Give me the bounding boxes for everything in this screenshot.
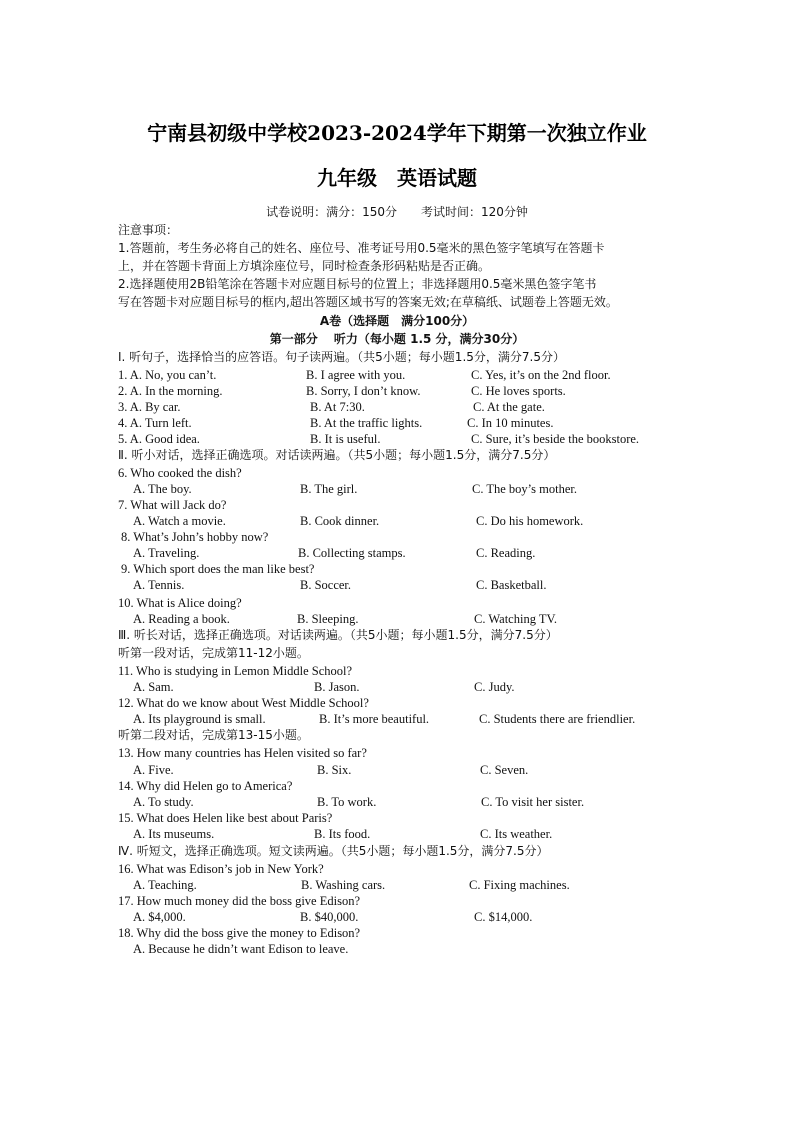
dialog-instruction: 听第一段对话，完成第11-12小题。 xyxy=(118,646,309,660)
option-c: C. The boy’s mother. xyxy=(472,482,577,496)
option-a: A. Teaching. xyxy=(133,878,197,892)
option-b: B. Sleeping. xyxy=(297,612,359,626)
option-a: A. Tennis. xyxy=(133,578,185,592)
option-b: B. At the traffic lights. xyxy=(310,416,423,430)
option-c: C. Reading. xyxy=(476,546,536,560)
option-b: B. At 7:30. xyxy=(310,400,365,414)
question-stem: 13. How many countries has Helen visited so far? xyxy=(118,746,367,760)
option-a: 4. A. Turn left. xyxy=(118,416,192,430)
option-c: C. Yes, it’s on the 2nd floor. xyxy=(471,368,611,382)
option-b: B. Jason. xyxy=(314,680,360,694)
question-stem: 8. What’s John’s hobby now? xyxy=(121,530,269,544)
option-a: A. To study. xyxy=(133,795,194,809)
option-b: B. It is useful. xyxy=(310,432,381,446)
question-stem: 17. How much money did the boss give Edison? xyxy=(118,894,360,908)
option-b: B. To work. xyxy=(317,795,377,809)
question-stem: 18. Why did the boss give the money to Edison? xyxy=(118,926,361,940)
option-a: 2. A. In the morning. xyxy=(118,384,223,398)
notice-line: 上，并在答题卡背面上方填涂座位号，同时检查条形码粘贴是否正确。 xyxy=(118,259,491,273)
option-b: B. Soccer. xyxy=(300,578,352,592)
section-heading: Ⅰ. 听句子，选择恰当的应答语。句子读两遍。（共5小题；每小题1.5分，满分7.5分） xyxy=(118,350,565,364)
option-a: A. Its playground is small. xyxy=(133,712,266,726)
option-c: C. In 10 minutes. xyxy=(467,416,554,430)
option-c: C. Do his homework. xyxy=(476,514,584,528)
option-a: A. Watch a movie. xyxy=(133,514,226,528)
question-stem: 14. Why did Helen go to America? xyxy=(118,779,293,793)
option-c: C. Basketball. xyxy=(476,578,547,592)
option-a: 5. A. Good idea. xyxy=(118,432,200,446)
notice-line: 2.选择题使用2B铅笔涂在答题卡对应题目标号的位置上；非选择题用0.5毫米黑色签字笔书 xyxy=(118,277,597,291)
question-stem: 11. Who is studying in Lemon Middle School? xyxy=(118,664,353,678)
option-c: C. He loves sports. xyxy=(471,384,566,398)
option-c: C. Its weather. xyxy=(480,827,553,841)
section-a-heading: A卷（选择题 满分100分） xyxy=(319,314,475,328)
option-a: 1. A. No, you can’t. xyxy=(118,368,217,382)
option-c: C. Seven. xyxy=(480,763,529,777)
option-c: C. Watching TV. xyxy=(474,612,558,626)
dialog-instruction: 听第二段对话，完成第13-15小题。 xyxy=(118,728,309,742)
option-c: C. Students there are friendlier. xyxy=(479,712,636,726)
option-a: A. The boy. xyxy=(133,482,192,496)
question-stem: 9. Which sport does the man like best? xyxy=(121,562,315,576)
option-b: B. Six. xyxy=(317,763,352,777)
exam-title: 宁南县初级中学校2023-2024学年下期第一次独立作业 xyxy=(147,121,647,145)
exam-info: 试卷说明：满分：150分 考试时间：120分钟 xyxy=(266,205,528,219)
section-heading: Ⅲ. 听长对话，选择正确选项。对话读两遍。（共5小题；每小题1.5分，满分7.5分） xyxy=(118,628,558,642)
option-b: B. I agree with you. xyxy=(306,368,406,382)
section-heading: Ⅱ. 听小对话，选择正确选项。对话读两遍。（共5小题；每小题1.5分，满分7.5分） xyxy=(118,448,556,462)
question-stem: 16. What was Edison’s job in New York? xyxy=(118,862,324,876)
notice-line: 写在答题卡对应题目标号的框内,超出答题区域书写的答案无效;在草稿纸、试题卷上答题无效。 xyxy=(118,295,618,309)
option-a: 3. A. By car. xyxy=(118,400,181,414)
question-stem: 12. What do we know about West Middle School? xyxy=(118,696,369,710)
option-c: C. Fixing machines. xyxy=(469,878,570,892)
section-heading: Ⅳ. 听短文，选择正确选项。短文读两遍。（共5小题；每小题1.5分，满分7.5分） xyxy=(118,844,549,858)
option-a: A. $4,000. xyxy=(133,910,186,924)
option-a: A. Sam. xyxy=(133,680,174,694)
exam-subtitle: 九年级 英语试题 xyxy=(317,166,477,190)
option-c: C. Judy. xyxy=(474,680,515,694)
question-stem: 6. Who cooked the dish? xyxy=(118,466,242,480)
question-stem: 7. What will Jack do? xyxy=(118,498,227,512)
option-b: B. Washing cars. xyxy=(301,878,386,892)
option-b: B. Cook dinner. xyxy=(300,514,380,528)
option-b: B. Collecting stamps. xyxy=(298,546,406,560)
option-c: C. To visit her sister. xyxy=(481,795,585,809)
question-stem: 15. What does Helen like best about Paris? xyxy=(118,811,333,825)
notice-line: 1.答题前，考生务必将自己的姓名、座位号、准考证号用0.5毫米的黑色签字笔填写在答题卡 xyxy=(118,241,605,255)
option-b: B. It’s more beautiful. xyxy=(319,712,430,726)
option-c: C. Sure, it’s beside the bookstore. xyxy=(471,432,640,446)
option-a: A. Traveling. xyxy=(133,546,200,560)
option-b: B. Its food. xyxy=(314,827,371,841)
option-b: B. The girl. xyxy=(300,482,358,496)
option-a: A. Five. xyxy=(133,763,174,777)
option-a: A. Because he didn’t want Edison to leave. xyxy=(133,942,349,956)
option-a: A. Reading a book. xyxy=(133,612,230,626)
question-stem: 10. What is Alice doing? xyxy=(118,596,242,610)
option-c: C. At the gate. xyxy=(473,400,545,414)
option-c: C. $14,000. xyxy=(474,910,533,924)
part1-heading: 第一部分 听力（每小题 1.5 分，满分30分） xyxy=(269,332,525,346)
option-b: B. $40,000. xyxy=(300,910,359,924)
option-b: B. Sorry, I don’t know. xyxy=(306,384,421,398)
notice-heading: 注意事项： xyxy=(118,223,179,237)
option-a: A. Its museums. xyxy=(133,827,215,841)
